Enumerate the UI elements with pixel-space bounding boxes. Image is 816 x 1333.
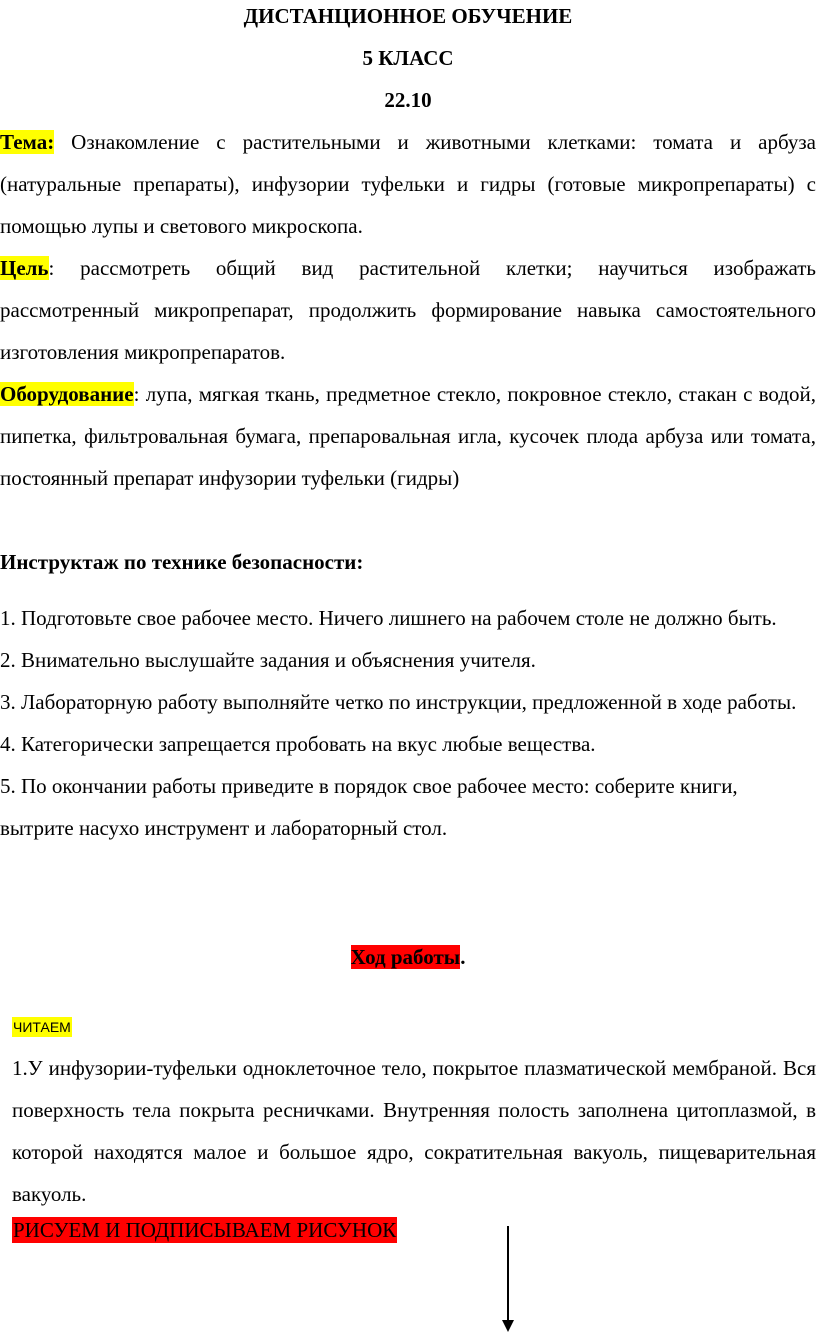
progress-label: Ход работы <box>350 945 461 969</box>
safety-list <box>0 597 816 849</box>
down-arrow-icon <box>498 1226 518 1333</box>
progress-suffix: . <box>460 945 466 969</box>
header-title: ДИСТАНЦИОННОЕ ОБУЧЕНИЕ <box>243 4 573 28</box>
safety-item: 5. По окончании работы приведите в порядок свое рабочее место: соберите книги, вытрите насухо инструмент и лабораторный стол. <box>0 774 738 840</box>
drawing-instruction: РИСУЕМ И ПОДПИСЫВАЕМ РИСУНОК <box>13 1218 397 1242</box>
reading-label: ЧИТАЕМ <box>13 1019 71 1035</box>
safety-item: 1. Подготовьте свое рабочее место. Ничего лишнего на рабочем столе не должно быть. <box>0 606 777 630</box>
topic-paragraph <box>0 121 816 247</box>
goal-label: Цель <box>0 256 49 280</box>
safety-item: 2. Внимательно выслушайте задания и объяснения учителя. <box>0 648 536 672</box>
safety-heading: Инструктаж по технике безопасности: <box>0 550 364 574</box>
topic-label: Тема: <box>0 130 55 154</box>
safety-item: 3. Лабораторную работу выполняйте четко по инструкции, предложенной в ходе работы. <box>0 690 797 714</box>
equipment-text: : лупа, мягкая ткань, предметное стекло, покровное стекло, стакан с водой, пипетка, фильтровальная бумага, препаровальная игла, кусочек плода арбуза или томата, постоянный препарат инфузории туфельки (гидры) <box>0 382 816 490</box>
header-class: 5 КЛАСС <box>362 46 454 70</box>
progress-heading <box>0 936 816 978</box>
equipment-label: Оборудование <box>0 382 134 406</box>
goal-text: : рассмотреть общий вид растительной клетки; научиться изображать рассмотренный микропрепарат, продолжить формирование навыка самостоятельного изготовления микропрепаратов. <box>0 256 816 364</box>
equipment-paragraph <box>0 373 816 499</box>
safety-item: 4. Категорически запрещается пробовать на вкус любые вещества. <box>0 732 596 756</box>
goal-paragraph <box>0 247 816 373</box>
header-date: 22.10 <box>384 88 432 112</box>
reading-paragraph: 1.У инфузории-туфельки одноклеточное тело, покрытое плазматической мембраной. Вся поверхность тела покрыта ресничками. Внутренняя полость заполнена цитоплазмой, в которой находятся малое и большое ядро, сократительная вакуоль, пищеварительная вакуоль. <box>12 1056 816 1206</box>
topic-text: Ознакомление с растительными и животными клетками: томата и арбуза (натуральные препараты), инфузории туфельки и гидры (готовые микропрепараты) с помощью лупы и светового микроскопа. <box>0 130 816 238</box>
